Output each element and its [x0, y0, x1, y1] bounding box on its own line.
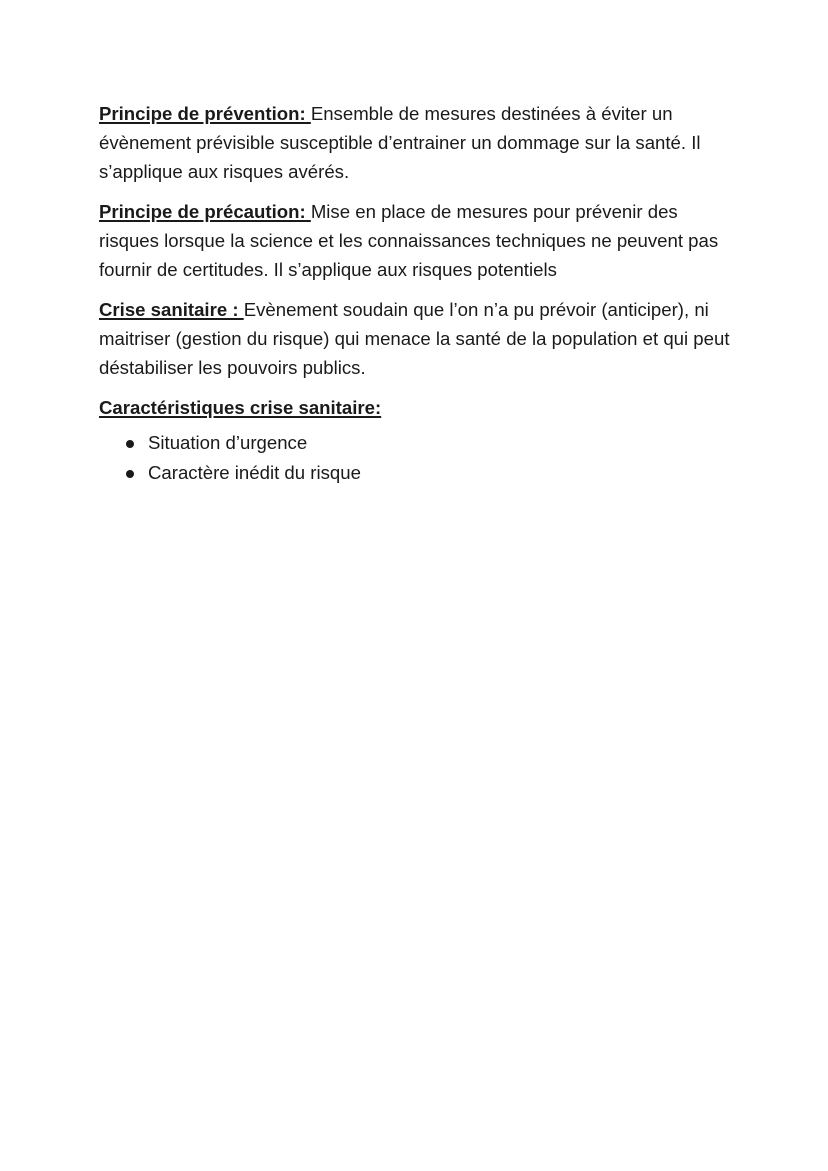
list-item: [126, 428, 739, 458]
definition-precaution: [99, 197, 739, 284]
definition-text: Ensemble de mesures destinées à éviter un évènement prévisible susceptible d’entrainer un dommage sur la santé. Il s’applique aux risques avérés.: [99, 103, 701, 182]
definition-term: Principe de prévention:: [99, 103, 311, 124]
bullet-icon: [126, 470, 134, 478]
definition-term: Crise sanitaire :: [99, 299, 244, 320]
definition-text: Evènement soudain que l’on n’a pu prévoir (anticiper), ni maitriser (gestion du risque) qui menace la santé de la population et qui peut déstabiliser les pouvoirs publics.: [99, 299, 730, 378]
definition-text: Mise en place de mesures pour prévenir des risques lorsque la science et les connaissances techniques ne peuvent pas fournir de certitudes. Il s’applique aux risques potentiels: [99, 201, 719, 280]
bullet-icon: [126, 440, 134, 448]
list-item-text: Caractère inédit du risque: [148, 462, 361, 483]
definition-crise-sanitaire: [99, 295, 739, 382]
list-item-text: Situation d’urgence: [148, 432, 308, 453]
characteristics-list: [99, 428, 739, 488]
list-item: [126, 458, 739, 488]
document-content: [99, 99, 739, 488]
characteristics-heading: Caractéristiques crise sanitaire:: [99, 397, 382, 418]
definition-prevention: [99, 99, 739, 186]
characteristics-heading-line: [99, 393, 739, 422]
definition-term: Principe de précaution:: [99, 201, 311, 222]
